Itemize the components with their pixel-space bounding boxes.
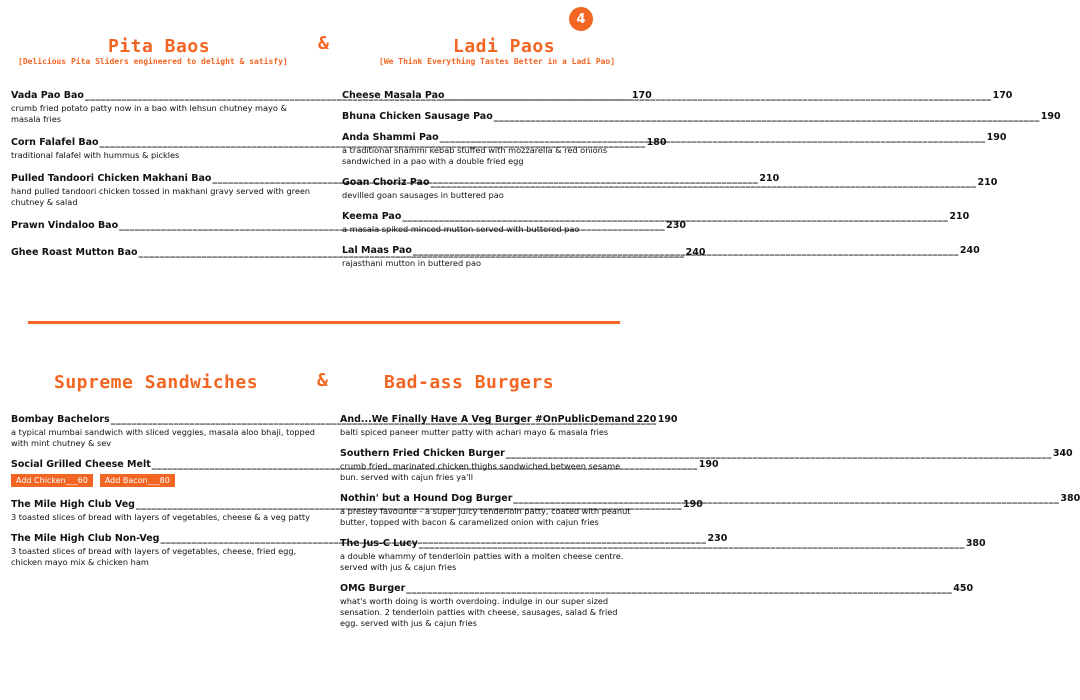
dot-leader (505, 448, 1053, 459)
item-name: Social Grilled Cheese Melt (11, 459, 151, 470)
menu-item (342, 111, 1061, 122)
item-name: The Mile High Club Non-Veg (11, 533, 160, 544)
burgers-title: Bad-ass Burgers (384, 372, 555, 393)
add-bacon-badge: Add Bacon___80 (100, 474, 175, 487)
item-price: 240 (685, 247, 706, 258)
dot-leader (493, 111, 1041, 122)
item-description: a double whammy of tenderloin patties with a molten cheese centre. served with jus & cajun fries (340, 551, 624, 572)
item-price: 220 (636, 414, 657, 425)
dot-leader (401, 211, 949, 222)
item-description: rajasthani mutton in buttered pao (342, 258, 481, 268)
item-description: a typical mumbai sandwich with sliced veggies, masala aloo bhaji, topped with mint chutney & sev (11, 427, 315, 448)
item-description: traditional falafel with hummus & pickles (11, 150, 180, 160)
item-price: 230 (666, 220, 686, 231)
item-name: Pulled Tandoori Chicken Makhani Bao (11, 173, 212, 184)
item-name: Anda Shammi Pao (342, 132, 439, 143)
menu-item (340, 583, 974, 629)
menu-item (11, 459, 719, 470)
dot-leader (405, 583, 953, 594)
dot-leader (412, 245, 960, 256)
item-name: Vada Pao Bao (11, 90, 84, 101)
dot-leader (512, 493, 1060, 504)
item-description: crumb fried, marinated chicken thighs sandwiched between sesame bun. served with cajun fries ya'll (340, 461, 621, 482)
addon-options (11, 474, 315, 487)
item-description: balti spiced paneer mutter patty with achari mayo & masala fries (340, 427, 609, 437)
item-description: 3 toasted slices of bread with layers of vegetables, cheese & a veg patty (11, 512, 310, 522)
item-name: Ghee Roast Mutton Bao (11, 247, 138, 258)
item-name: Cheese Masala Pao (342, 90, 445, 101)
item-name: Bhuna Chicken Sausage Pao (342, 111, 493, 122)
item-description: a traditional shammi kebab stuffed with mozzarella & red onions sandwiched in a pao with a double fried egg (342, 145, 608, 166)
item-price: 340 (1052, 448, 1073, 459)
pita-baos-subtitle: [Delicious Pita Sliders engineered to delight & satisfy] (18, 57, 288, 66)
item-price: 190 (682, 499, 703, 510)
item-description: 3 toasted slices of bread with layers of vegetables, cheese, fried egg, chicken mayo mix & chicken ham (11, 546, 297, 567)
dot-leader (445, 90, 993, 101)
item-price: 450 (953, 583, 974, 594)
item-price: 210 (977, 177, 998, 188)
section-divider (28, 321, 620, 324)
menu-item (342, 90, 1013, 101)
ladi-paos-title: Ladi Paos (453, 36, 556, 57)
item-name: Southern Fried Chicken Burger (340, 448, 505, 459)
item-price: 240 (959, 245, 980, 256)
item-description: what's worth doing is worth overdoing. indulge in our super sized sensation. 2 tenderloin patties with cheese, sausages, salad & fried egg. served with jus & cajun fries (340, 596, 618, 628)
item-name: The Mile High Club Veg (11, 499, 135, 510)
ampersand-bottom: & (317, 370, 328, 391)
item-description: a masala spiked minced mutton served with buttered pao (342, 224, 580, 234)
item-price: 230 (707, 533, 728, 544)
item-name: Nothin' but a Hound Dog Burger (340, 493, 513, 504)
item-price: 170 (631, 90, 652, 101)
item-name: Corn Falafel Bao (11, 137, 99, 148)
item-name: The Jus-C Lucy (340, 538, 418, 549)
item-name: And...We Finally Have A Veg Burger #OnPublicDemand (340, 414, 635, 425)
item-description: hand pulled tandoori chicken tossed in makhani gravy served with green chutney & salad (11, 186, 311, 207)
page-number-badge: 4 (569, 7, 593, 31)
item-name: Prawn Vindaloo Bao (11, 220, 119, 231)
dot-leader (418, 538, 966, 549)
item-price: 190 (657, 414, 678, 425)
menu-item (342, 177, 998, 201)
item-description: a presley favourite - a super juicy tenderloin patty, coated with peanut butter, topped with bacon & caramelized onion with cajun fries (340, 506, 631, 527)
item-price: 190 (986, 132, 1007, 143)
dot-leader (439, 132, 987, 143)
item-description: devilled goan sausages in buttered pao (342, 190, 504, 200)
item-name: OMG Burger (340, 583, 406, 594)
item-name: Keema Pao (342, 211, 402, 222)
item-price: 210 (949, 211, 970, 222)
dot-leader (430, 177, 978, 188)
item-price: 190 (698, 459, 719, 470)
item-price: 380 (965, 538, 986, 549)
item-price: 210 (759, 173, 780, 184)
item-price: 180 (646, 137, 667, 148)
item-price: 190 (1040, 111, 1061, 122)
item-name: Lal Maas Pao (342, 245, 412, 256)
item-price: 170 (992, 90, 1013, 101)
menu-item (340, 414, 657, 438)
pita-baos-title: Pita Baos (108, 36, 211, 57)
ladi-paos-subtitle: [We Think Everything Tastes Better in a Ladi Pao] (379, 57, 616, 66)
item-name: Goan Choriz Pao (342, 177, 430, 188)
menu-item (342, 245, 980, 269)
sandwiches-title: Supreme Sandwiches (54, 372, 259, 393)
add-chicken-badge: Add Chicken___60 (11, 474, 93, 487)
item-price: 380 (1060, 493, 1080, 504)
ampersand-top: & (318, 33, 329, 54)
item-description: crumb fried potato patty now in a bao with lehsun chutney mayo & masala fries (11, 103, 287, 124)
item-name: Bombay Bachelors (11, 414, 110, 425)
